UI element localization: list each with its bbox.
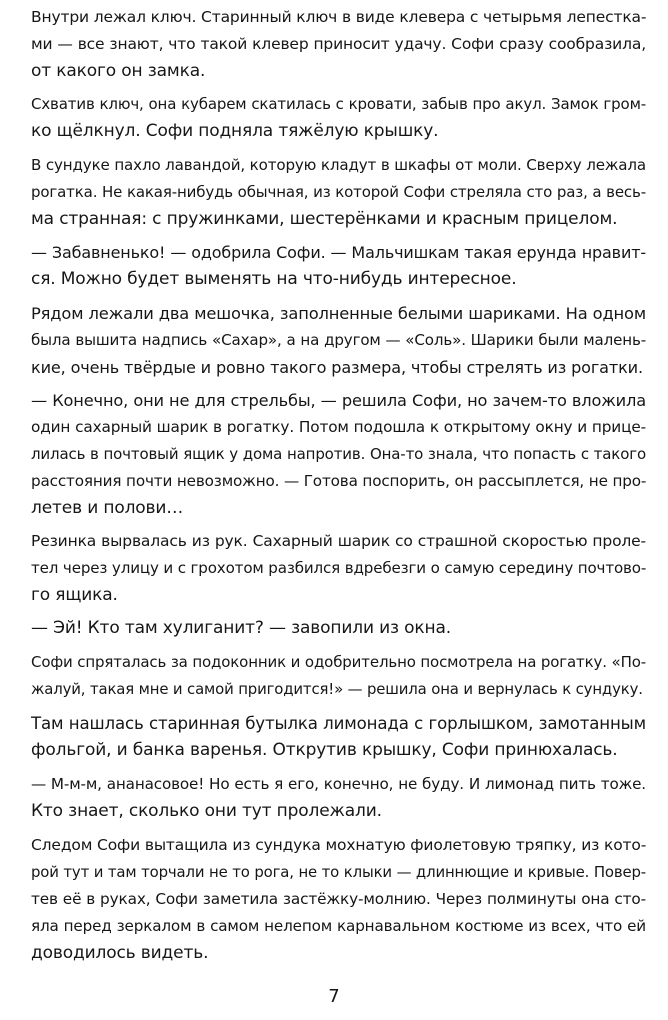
paragraph <box>31 615 646 642</box>
text-line: была вышита надпись «Сахар», а на другом — «Соль». Шарики были малень- <box>31 331 646 349</box>
text-line: рой тут и там торчали не то рога, не то клыки — длиннющие и кривые. Повер- <box>31 863 646 881</box>
paragraph <box>31 387 646 522</box>
paragraph <box>31 710 646 764</box>
paragraph <box>31 832 646 967</box>
text-line: Там нашлась старинная бутылка лимонада с горлышком, замотанным <box>31 714 646 733</box>
text-line: ся. Можно будет выменять на что-нибудь интересное. <box>31 269 517 289</box>
text-line: лилась в почтовый ящик у дома напротив. Она-то знала, что попасть с такого <box>31 445 646 463</box>
text-line: ма странная: с пружинками, шестерёнками и красным прицелом. <box>31 209 618 229</box>
paragraph <box>31 152 646 233</box>
text-line: ко щёлкнул. Софи подняла тяжёлую крышку. <box>31 121 439 141</box>
text-line: летев и полови… <box>31 498 184 518</box>
text-line: го ящика. <box>31 585 118 605</box>
text-line: В сундуке пахло лавандой, которую кладут в шкафы от моли. Сверху лежала <box>31 156 646 174</box>
text-line: Софи спряталась за подоконник и одобрительно посмотрела на рогатку. «По- <box>31 653 646 671</box>
text-line: — Забавненько! — одобрила Софи. — Мальчишкам такая ерунда нравит- <box>31 243 646 262</box>
text-line: ми — все знают, что такой клевер приносит удачу. Софи сразу сообразила, <box>31 35 646 53</box>
text-line: доводилось видеть. <box>31 943 209 963</box>
text-line: один сахарный шарик в рогатку. Потом подошла к открытому окну и прице- <box>31 418 646 436</box>
text-line: Резинка вырвалась из рук. Сахарный шарик со страшной скоростью проле- <box>31 532 646 550</box>
text-line: Следом Софи вытащила из сундука мохнатую фиолетовую тряпку, из кото- <box>31 836 647 854</box>
paragraph <box>31 649 646 703</box>
page-number: 7 <box>328 986 340 1007</box>
text-line: Внутри лежал ключ. Старинный ключ в виде клевера с четырьмя лепестка- <box>31 8 647 26</box>
paragraph <box>31 239 646 293</box>
text-line: Кто знает, сколько они тут пролежали. <box>31 801 382 821</box>
text-line: Рядом лежали два мешочка, заполненные белыми шариками. На одном <box>31 304 646 323</box>
text-line: жалуй, такая мне и самой пригодится!» — решила она и вернулась к сундуку. <box>31 680 643 698</box>
text-line: от какого он замка. <box>31 61 206 81</box>
text-line: тел через улицу и с грохотом разбился вдребезги о самую середину почтово- <box>31 559 647 577</box>
text-line: Схватив ключ, она кубарем скатилась с кровати, забыв про акул. Замок гром- <box>31 95 646 113</box>
text-line: фольгой, и банка варенья. Открутив крышку, Софи принюхалась. <box>31 740 618 760</box>
paragraph <box>31 300 646 381</box>
text-line: кие, очень твёрдые и ровно такого размера, чтобы стрелять из рогатки. <box>31 358 643 377</box>
paragraph <box>31 91 646 145</box>
paragraph <box>31 4 646 85</box>
text-line: — Эй! Кто там хулиганит? — завопили из окна. <box>31 618 452 638</box>
text-line: яла перед зеркалом в самом нелепом карнавальном костюме из всех, что ей <box>31 917 646 935</box>
text-line: тев её в руках, Софи заметила застёжку-молнию. Через полминуты она сто- <box>31 890 646 908</box>
text-line: — Конечно, они не для стрельбы, — решила Софи, но зачем-то вложила <box>31 391 646 410</box>
text-line: — М-м-м, ананасовое! Но есть я его, конечно, не буду. И лимонад пить тоже. <box>31 775 646 793</box>
text-line: расстояния почти невозможно. — Готова поспорить, он рассыплется, не про- <box>31 472 647 490</box>
paragraph <box>31 771 646 825</box>
paragraph <box>31 528 646 609</box>
text-line: рогатка. Не какая-нибудь обычная, из которой Софи стреляла сто раз, а весь- <box>31 183 646 201</box>
